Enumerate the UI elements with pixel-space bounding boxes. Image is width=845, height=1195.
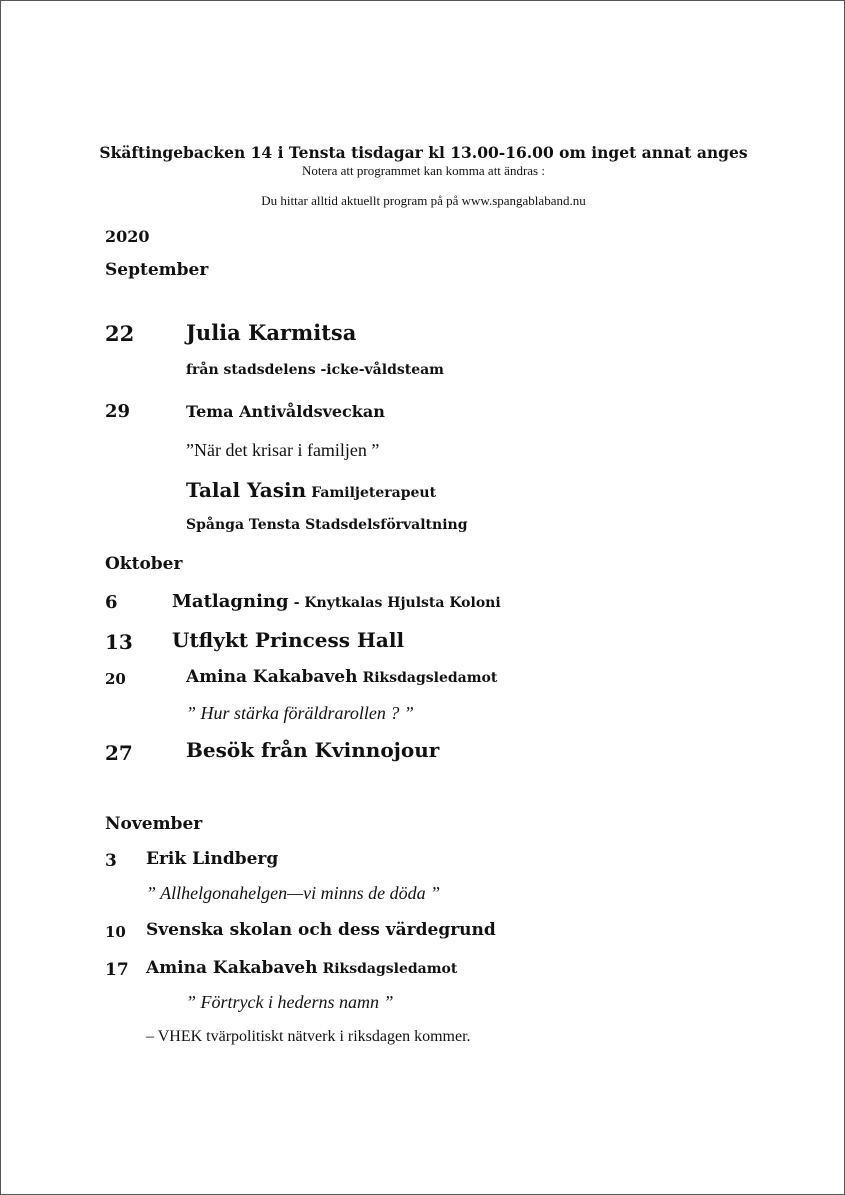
event-title: Amina Kakabaveh xyxy=(186,667,358,687)
year-heading: 2020 xyxy=(105,227,150,246)
event-day: 3 xyxy=(105,851,117,871)
event-day: 22 xyxy=(105,321,135,346)
event-speaker-role: Riksdagsledamot xyxy=(322,961,458,977)
event-organisation: Spånga Tensta Stadsdelsförvaltning xyxy=(186,517,468,533)
event-title: Svenska skolan och dess värdegrund xyxy=(146,920,496,940)
event-line xyxy=(146,958,457,978)
header-location: Skäftingebacken 14 i Tensta tisdagar kl 13.00-16.00 om inget annat anges xyxy=(99,143,748,162)
event-line xyxy=(186,667,497,687)
event-quote: ”När det krisar i familjen ” xyxy=(186,440,380,460)
event-quote: ” Allhelgonahelgen—vi minns de döda ” xyxy=(146,883,441,903)
event-day: 29 xyxy=(105,401,131,422)
month-heading-november: November xyxy=(105,814,203,834)
event-quote: ” Hur stärka föräldrarollen ? ” xyxy=(186,703,414,723)
event-day: 13 xyxy=(105,630,133,654)
event-title: Amina Kakabaveh xyxy=(146,958,318,978)
event-day: 27 xyxy=(105,741,133,765)
event-day: 6 xyxy=(105,592,118,613)
event-speaker-role: Riksdagsledamot xyxy=(362,670,498,686)
event-speaker-line xyxy=(186,478,436,502)
event-speaker: Talal Yasin xyxy=(186,478,307,502)
event-day: 20 xyxy=(105,670,126,688)
event-title: Julia Karmitsa xyxy=(186,320,357,345)
header-website: Du hittar alltid aktuellt program på på www.spangablaband.nu xyxy=(261,193,586,208)
event-subtitle: - Knytkalas Hjulsta Koloni xyxy=(293,595,501,611)
event-day: 17 xyxy=(105,960,129,980)
event-day: 10 xyxy=(105,923,126,941)
event-quote: ” Förtryck i hederns namn ” xyxy=(186,992,394,1012)
event-note: – VHEK tvärpolitiskt nätverk i riksdagen kommer. xyxy=(146,1028,471,1045)
header-notice: Notera att programmet kan komma att ändras : xyxy=(302,163,545,178)
event-title: Besök från Kvinnojour xyxy=(186,738,440,762)
event-subtitle: från stadsdelens -icke-våldsteam xyxy=(186,362,444,378)
month-heading-oktober: Oktober xyxy=(105,554,183,574)
event-title: Erik Lindberg xyxy=(146,849,279,869)
event-title: Tema Antivåldsveckan xyxy=(186,402,385,421)
event-speaker-role: Familjeterapeut xyxy=(311,485,437,501)
month-heading-september: September xyxy=(105,260,209,280)
event-line xyxy=(172,591,501,612)
event-title: Matlagning xyxy=(172,591,289,612)
event-title: Utflykt Princess Hall xyxy=(172,628,405,652)
